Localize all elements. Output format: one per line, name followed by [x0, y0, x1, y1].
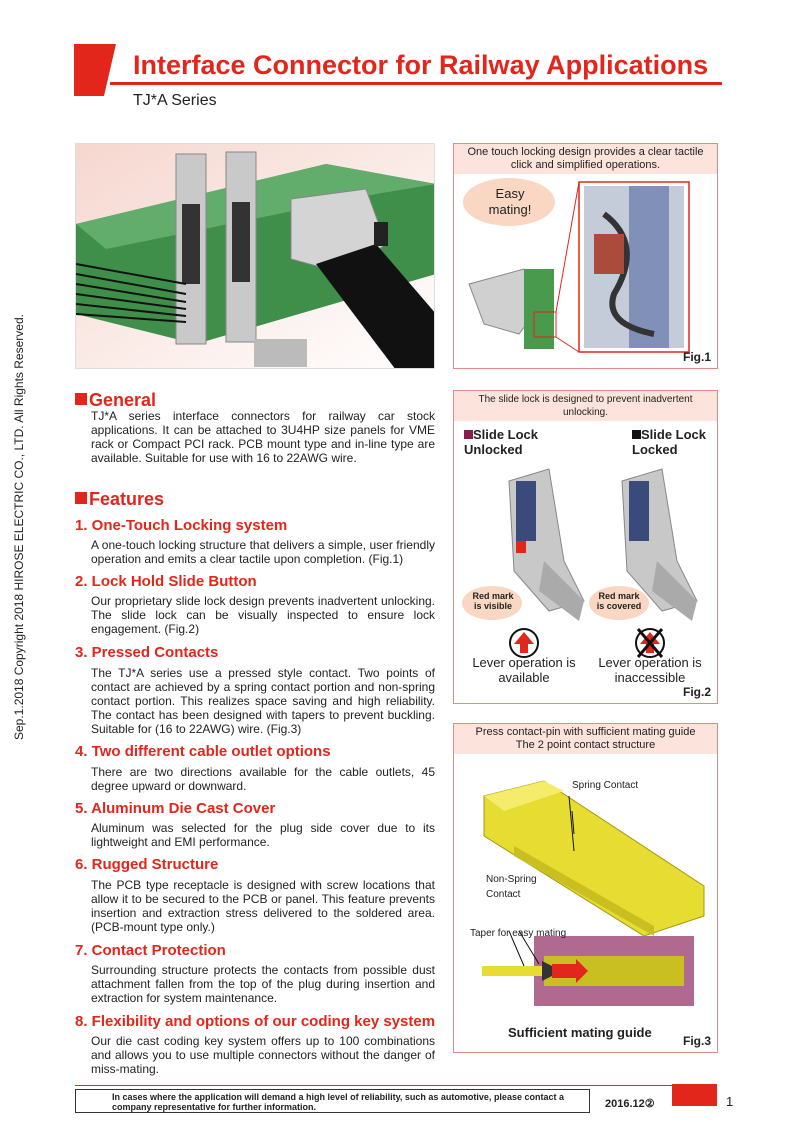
general-body: TJ*A series interface connectors for railway car stock applications. It can be attached to 3U4HP size panels for VME rack or Compact PCI rack. PCB mount type and in-line type are available. Suitable for use with 16 to 22AWG wire. — [91, 409, 435, 465]
figure-3-caption-line2: The 2 point contact structure — [515, 739, 656, 751]
feature-1-title: 1. One-Touch Locking system — [75, 517, 288, 534]
heading-square-icon — [75, 393, 87, 405]
spring-contact-label: Spring Contact — [572, 780, 639, 791]
locked-title-text: Slide Lock Locked — [632, 427, 707, 457]
figure-2-label: Fig.2 — [682, 685, 711, 699]
non-spring-contact-label: Non-Spring Contact — [486, 874, 537, 900]
title-underline — [110, 82, 722, 85]
feature-4-title: 4. Two different cable outlet options — [75, 743, 331, 760]
feature-6-body: The PCB type receptacle is designed with screw locations that allow it to be secured to the PCB or panel. This feature prevents insertion and extraction stress delivered to the soldered area. (PCB-mount type only.) — [91, 878, 435, 934]
figure-2-caption: The slide lock is designed to prevent inadvertent unlocking. — [454, 391, 717, 421]
slide-lock-illustration — [454, 461, 717, 641]
feature-1-body: A one-touch locking structure that delivers a simple, user friendly operation and emits a clear tactile upon completion. (Fig.1) — [91, 538, 435, 566]
general-heading — [75, 390, 156, 411]
copyright-side-note: Sep.1.2018 Copyright 2018 HIROSE ELECTRIC CO., LTD. All Rights Reserved. — [12, 314, 26, 740]
feature-2-title: 2. Lock Hold Slide Button — [75, 573, 257, 590]
red-mark-visible-label: Red mark is visible — [472, 591, 514, 611]
unlocked-title-text: Slide Lock Unlocked — [464, 427, 539, 457]
features-heading-text: Features — [89, 489, 165, 509]
feature-7-title: 7. Contact Protection — [75, 942, 226, 959]
footer-rule — [75, 1085, 673, 1086]
easy-mating-bubble: Easy mating! — [488, 186, 532, 217]
series-name: TJ*A Series — [133, 92, 217, 109]
figure-1-label: Fig.1 — [682, 350, 711, 364]
revision-date: 2016.12② — [605, 1098, 655, 1110]
figure-3-caption — [454, 724, 717, 754]
reliability-notice: In cases where the application will demand a high level of reliability, such as automotive, please contact a company representative for further information. — [75, 1089, 590, 1113]
figure-1-caption: One touch locking design provides a clear tactile click and simplified operations. — [454, 144, 717, 174]
heading-square-icon — [75, 492, 87, 504]
feature-4-body: There are two directions available for the cable outlets, 45 degree upward or downward. — [91, 765, 435, 793]
taper-label: Taper for easy mating — [470, 928, 567, 939]
lever-available-text: Lever operation is available — [472, 655, 576, 685]
figure-2-panel — [453, 390, 718, 704]
lever-inaccessible-text: Lever operation is inaccessible — [598, 655, 702, 685]
figure-1-panel — [453, 143, 718, 369]
feature-7-body: Surrounding structure protects the contacts from possible dust attachment fallen from the top of the plug during insertion and extraction for system maintenance. — [91, 963, 435, 1005]
page-number: 1 — [726, 1094, 734, 1109]
figure-3-panel — [453, 723, 718, 1053]
page-title: Interface Connector for Railway Applications — [133, 50, 709, 80]
feature-3-body: The TJ*A series use a pressed style contact. Two points of contact are achieved by a spring contact portion and non-spring contact portion. This realizes space saving and high reliability. The contact has been designed with tapers to prevent buckling. Suitable for (16 to 22AWG) wire. (Fig.3) — [91, 666, 435, 736]
features-heading — [75, 489, 164, 510]
locked-title — [632, 427, 718, 457]
mating-guide-label: Sufficient mating guide — [508, 1025, 652, 1040]
feature-5-title: 5. Aluminum Die Cast Cover — [75, 800, 276, 817]
general-heading-text: General — [89, 390, 157, 410]
header-accent-block — [74, 44, 104, 96]
feature-8-body: Our die cast coding key system offers up to 100 combinations and allows you to use multiple connectors without the danger of miss-mating. — [91, 1034, 435, 1076]
feature-2-body: Our proprietary slide lock design prevents inadvertent unlocking. The slide lock can be visually inspected to ensure lock engagement. (Fig.2) — [91, 594, 435, 636]
red-mark-covered-label: Red mark is covered — [596, 591, 642, 611]
unlocked-title — [464, 427, 574, 457]
figure-3-caption-line1: Press contact-pin with sufficient mating guide — [475, 726, 696, 738]
figure-3-label: Fig.3 — [682, 1034, 711, 1048]
feature-8-title: 8. Flexibility and options of our coding key system — [75, 1013, 436, 1030]
feature-6-title: 6. Rugged Structure — [75, 856, 219, 873]
footer-accent-block — [672, 1084, 717, 1106]
feature-5-body: Aluminum was selected for the plug side cover due to its lightweight and EMI performance. — [91, 821, 435, 849]
product-photo — [75, 143, 435, 369]
feature-3-title: 3. Pressed Contacts — [75, 644, 219, 661]
